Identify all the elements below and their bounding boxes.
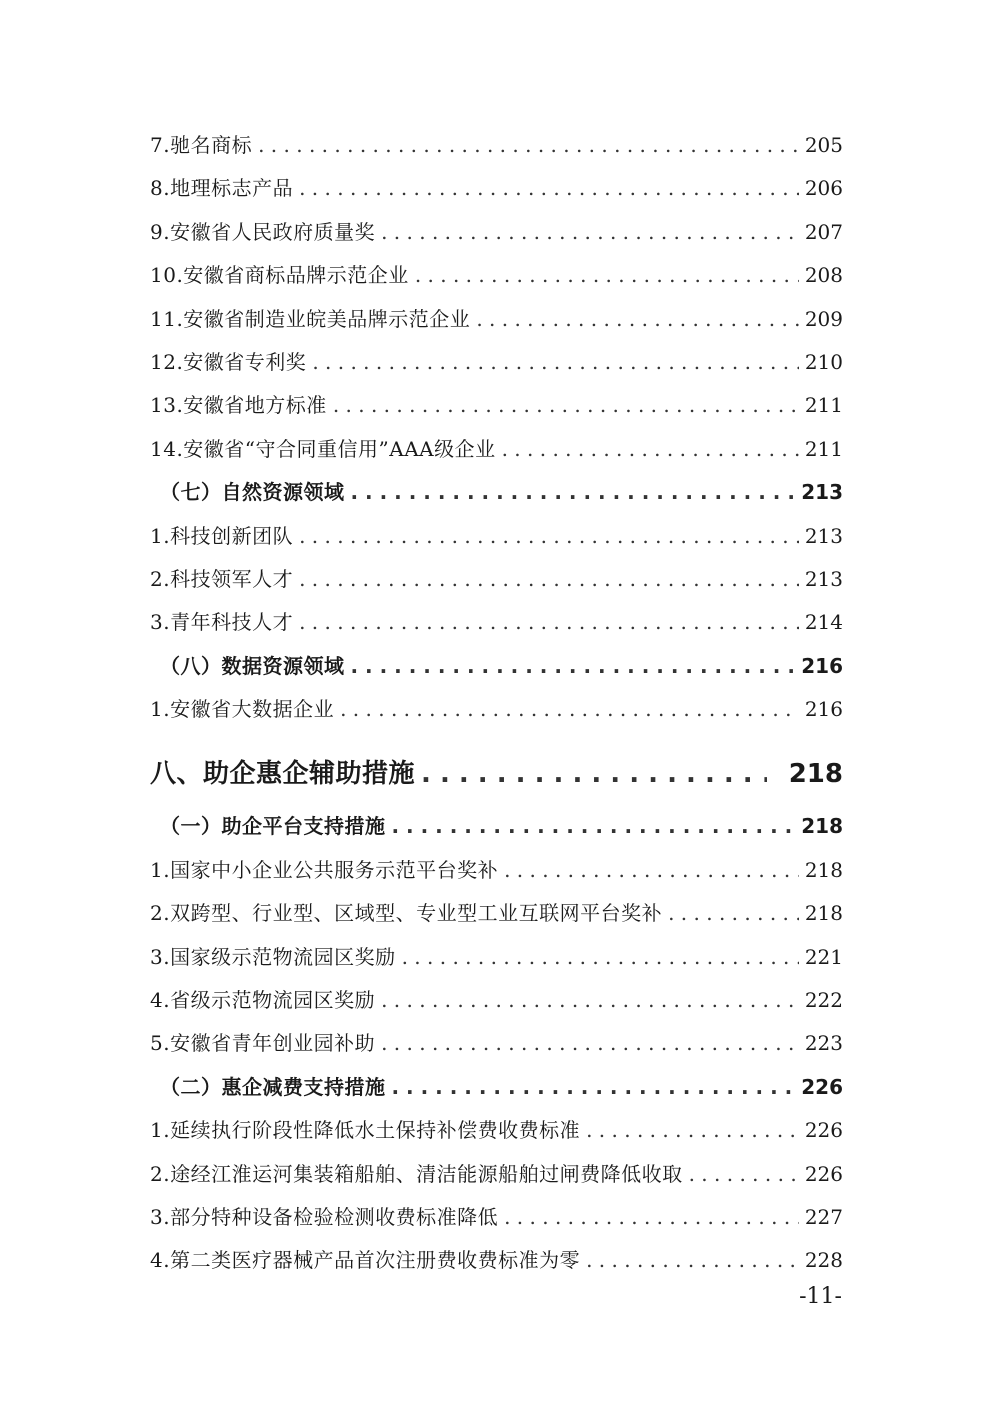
- toc-entry-title: 5.安徽省青年创业园补助: [150, 1031, 376, 1056]
- toc-entry[interactable]: [150, 892, 843, 935]
- toc-entry-page: 218: [804, 857, 843, 882]
- toc-entry-title: 2.途经江淮运河集装箱船舶、清洁能源船舶过闸费降低收取: [150, 1161, 683, 1186]
- table-of-contents: [150, 124, 843, 1283]
- dot-leader: [586, 1109, 799, 1152]
- toc-section-heading[interactable]: [150, 805, 843, 848]
- toc-entry-title: 9.安徽省人民政府质量奖: [150, 219, 376, 244]
- toc-entry-title: 11.安徽省制造业皖美品牌示范企业: [150, 306, 471, 331]
- toc-entry-page: 211: [804, 393, 843, 418]
- toc-entry-page: 227: [804, 1204, 843, 1229]
- toc-entry[interactable]: [150, 849, 843, 892]
- toc-entry-title: 1.延续执行阶段性降低水土保持补偿费收费标准: [150, 1118, 581, 1143]
- dot-leader: [668, 892, 799, 935]
- toc-chapter-heading[interactable]: [150, 743, 843, 805]
- toc-section-title: （七）自然资源领域: [160, 480, 345, 505]
- toc-section-heading[interactable]: [150, 645, 843, 688]
- toc-entry[interactable]: [150, 1196, 843, 1239]
- toc-entry-page: 213: [804, 566, 843, 591]
- toc-entry-title: 4.省级示范物流园区奖励: [150, 988, 376, 1013]
- toc-entry[interactable]: [150, 558, 843, 601]
- toc-section-page: 216: [801, 653, 843, 678]
- toc-entry-page: 208: [804, 263, 843, 288]
- toc-entry-title: 2.双跨型、行业型、区域型、专业型工业互联网平台奖补: [150, 901, 663, 926]
- dot-leader: [502, 428, 799, 471]
- dot-leader: [504, 849, 799, 892]
- dot-leader: [415, 254, 799, 297]
- toc-entry-page: 210: [804, 349, 843, 374]
- toc-entry-page: 228: [804, 1248, 843, 1273]
- dot-leader: [689, 1153, 799, 1196]
- toc-entry[interactable]: [150, 688, 843, 731]
- toc-entry[interactable]: [150, 936, 843, 979]
- dot-leader: [392, 805, 796, 848]
- dot-leader: [421, 743, 767, 805]
- toc-section-page: 213: [801, 480, 843, 505]
- page-number: -11-: [799, 1284, 842, 1309]
- toc-chapter-page: 218: [788, 759, 843, 790]
- toc-entry-title: 3.青年科技人才: [150, 610, 294, 635]
- toc-section-title: （八）数据资源领域: [160, 653, 345, 678]
- toc-entry-title: 3.部分特种设备检验检测收费标准降低: [150, 1204, 499, 1229]
- toc-entry-title: 3.国家级示范物流园区奖励: [150, 944, 396, 969]
- toc-entry[interactable]: [150, 1022, 843, 1065]
- toc-entry-title: 13.安徽省地方标准: [150, 393, 327, 418]
- dot-leader: [392, 1066, 796, 1109]
- dot-leader: [476, 298, 799, 341]
- toc-entry-page: 205: [804, 133, 843, 157]
- toc-section-page: 226: [801, 1074, 843, 1099]
- dot-leader: [299, 515, 799, 558]
- toc-entry-page: 216: [804, 697, 843, 722]
- toc-section-page: 218: [801, 814, 843, 839]
- toc-entry[interactable]: [150, 428, 843, 471]
- toc-entry-page: 226: [804, 1161, 843, 1186]
- toc-entry-title: 1.科技创新团队: [150, 523, 294, 548]
- toc-entry-page: 213: [804, 523, 843, 548]
- toc-entry-page: 223: [804, 1031, 843, 1056]
- toc-entry-page: 226: [804, 1118, 843, 1143]
- toc-entry-title: 1.安徽省大数据企业: [150, 697, 335, 722]
- dot-leader: [402, 936, 799, 979]
- toc-entry-page: 221: [804, 944, 843, 969]
- toc-entry-title: 10.安徽省商标品牌示范企业: [150, 263, 409, 288]
- toc-entry-page: 209: [804, 306, 843, 331]
- toc-entry-page: 218: [804, 901, 843, 926]
- toc-entry[interactable]: [150, 1109, 843, 1152]
- toc-entry[interactable]: [150, 167, 843, 210]
- toc-entry[interactable]: [150, 979, 843, 1022]
- toc-entry[interactable]: [150, 1153, 843, 1196]
- toc-entry[interactable]: [150, 211, 843, 254]
- dot-leader: [340, 688, 799, 731]
- toc-entry[interactable]: [150, 601, 843, 644]
- dot-leader: [586, 1239, 799, 1282]
- toc-section-title: （二）惠企减费支持措施: [160, 1074, 386, 1099]
- toc-entry-title: 14.安徽省“守合同重信用”AAA级企业: [150, 436, 496, 461]
- toc-entry-title: 7.驰名商标: [150, 133, 253, 157]
- toc-section-heading[interactable]: [150, 1066, 843, 1109]
- toc-entry[interactable]: [150, 254, 843, 297]
- dot-leader: [312, 341, 799, 384]
- toc-entry-title: 1.国家中小企业公共服务示范平台奖补: [150, 857, 499, 882]
- dot-leader: [381, 211, 799, 254]
- toc-entry-title: 8.地理标志产品: [150, 176, 294, 201]
- toc-entry[interactable]: [150, 515, 843, 558]
- toc-entry-page: 211: [804, 436, 843, 461]
- dot-leader: [351, 471, 796, 514]
- dot-leader: [333, 384, 799, 427]
- toc-entry-title: 2.科技领军人才: [150, 566, 294, 591]
- toc-entry-page: 206: [804, 176, 843, 201]
- dot-leader: [351, 645, 796, 688]
- dot-leader: [299, 558, 799, 601]
- toc-entry-page: 214: [804, 610, 843, 635]
- dot-leader: [381, 1022, 799, 1065]
- toc-entry-page: 222: [804, 988, 843, 1013]
- toc-entry-title: 4.第二类医疗器械产品首次注册费收费标准为零: [150, 1248, 581, 1273]
- toc-entry[interactable]: [150, 341, 843, 384]
- toc-entry[interactable]: [150, 384, 843, 427]
- toc-entry[interactable]: [150, 1239, 843, 1282]
- toc-entry-title: 12.安徽省专利奖: [150, 349, 307, 374]
- toc-chapter-title: 八、助企惠企辅助措施: [150, 759, 416, 790]
- dot-leader: [299, 167, 799, 210]
- toc-section-title: （一）助企平台支持措施: [160, 814, 386, 839]
- dot-leader: [504, 1196, 799, 1239]
- toc-entry[interactable]: [150, 124, 843, 167]
- dot-leader: [299, 601, 799, 644]
- toc-section-heading[interactable]: [150, 471, 843, 514]
- toc-entry-page: 207: [804, 219, 843, 244]
- dot-leader: [381, 979, 799, 1022]
- toc-entry[interactable]: [150, 298, 843, 341]
- dot-leader: [258, 124, 799, 167]
